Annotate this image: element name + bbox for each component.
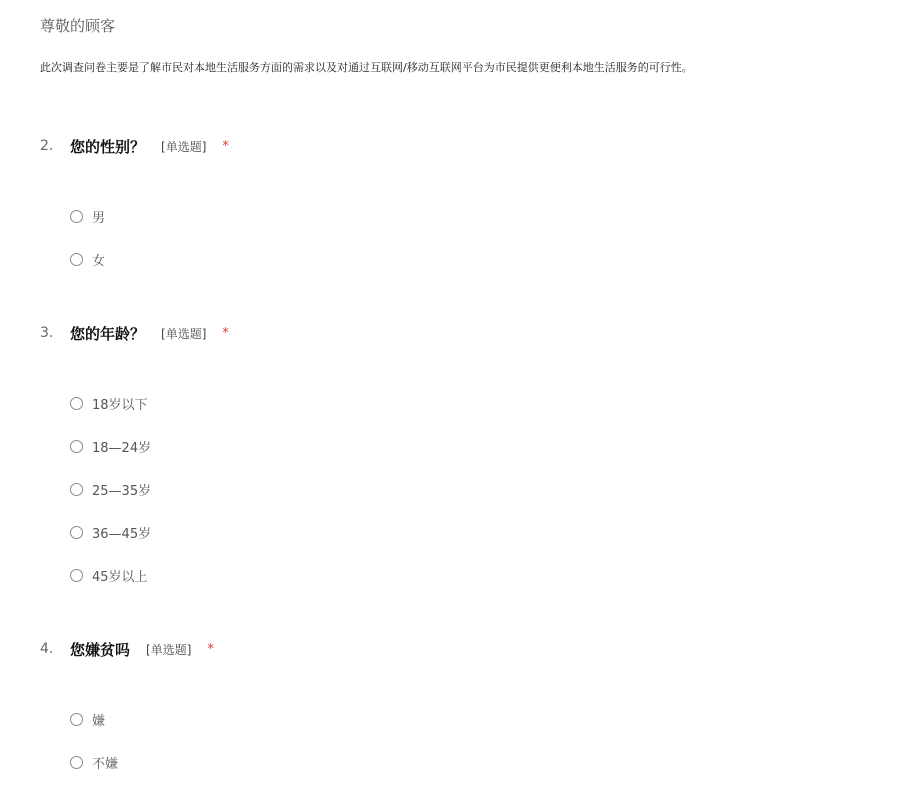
option-male[interactable] xyxy=(70,206,105,226)
question-title: 您的年龄？ xyxy=(70,324,146,343)
option-label: 18岁以下 xyxy=(92,397,148,413)
question-number: 2. xyxy=(40,138,54,154)
option-label: 36—45岁 xyxy=(92,526,152,542)
question-4-header xyxy=(40,637,214,661)
question-title: 您的性别？ xyxy=(70,137,146,156)
option-age-36-45[interactable] xyxy=(70,522,151,542)
required-marker: * xyxy=(222,138,229,154)
required-marker: * xyxy=(207,641,214,657)
option-label: 18—24岁 xyxy=(92,440,152,456)
option-age-under-18[interactable] xyxy=(70,393,148,413)
option-age-18-24[interactable] xyxy=(70,436,151,456)
required-marker: * xyxy=(222,325,229,341)
question-type: [单选题] xyxy=(146,642,192,657)
question-type: [单选题] xyxy=(161,326,207,341)
radio-button[interactable] xyxy=(70,440,83,453)
radio-button[interactable] xyxy=(70,253,83,266)
question-number: 4. xyxy=(40,641,54,657)
radio-button[interactable] xyxy=(70,569,83,582)
radio-button[interactable] xyxy=(70,713,83,726)
radio-button[interactable] xyxy=(70,483,83,496)
option-label: 不嫌 xyxy=(92,756,119,772)
radio-button[interactable] xyxy=(70,210,83,223)
radio-button[interactable] xyxy=(70,397,83,410)
question-number: 3. xyxy=(40,325,54,341)
question-3-header xyxy=(40,321,229,345)
greeting-title: 尊敬的顾客 xyxy=(40,17,116,35)
option-label: 男 xyxy=(92,210,106,226)
option-no[interactable] xyxy=(70,752,118,772)
option-label: 25—35岁 xyxy=(92,483,152,499)
option-label: 嫌 xyxy=(92,713,106,729)
option-yes[interactable] xyxy=(70,709,105,729)
option-label: 女 xyxy=(92,253,106,269)
survey-intro: 此次调查问卷主要是了解市民对本地生活服务方面的需求以及对通过互联网/移动互联网平台为市民提供更便利本地生活服务的可行性。 xyxy=(40,61,693,74)
question-2-header xyxy=(40,134,229,158)
option-age-over-45[interactable] xyxy=(70,565,148,585)
question-type: [单选题] xyxy=(161,139,207,154)
option-label: 45岁以上 xyxy=(92,569,148,585)
option-age-25-35[interactable] xyxy=(70,479,151,499)
radio-button[interactable] xyxy=(70,526,83,539)
option-female[interactable] xyxy=(70,249,105,269)
radio-button[interactable] xyxy=(70,756,83,769)
question-title: 您嫌贫吗 xyxy=(70,640,131,659)
